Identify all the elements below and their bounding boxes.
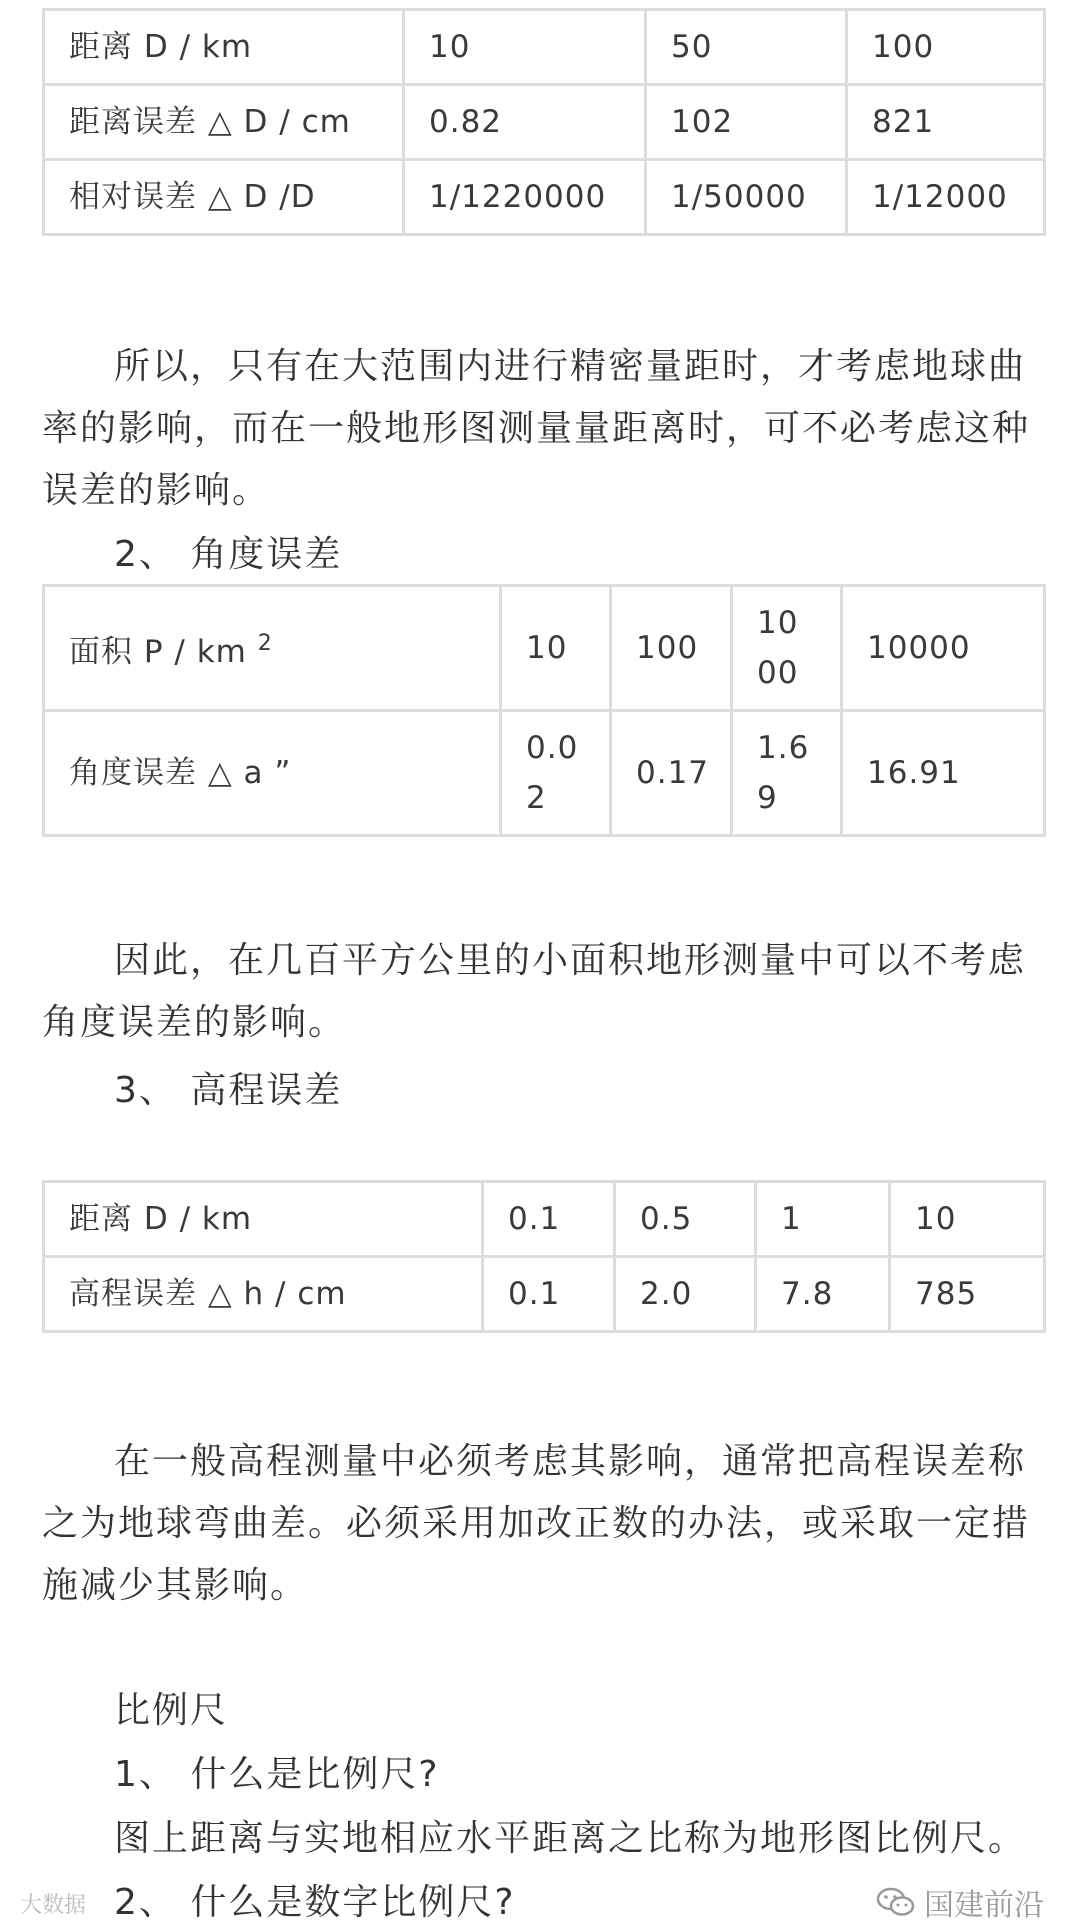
table-cell: 2.0 <box>615 1257 756 1332</box>
table-cell: 50 <box>646 10 847 85</box>
section-title-scale: 比例尺 <box>114 1690 229 1731</box>
table-cell: 10000 <box>842 586 1045 711</box>
table-cell: 1/1220000 <box>404 160 646 235</box>
paragraph-height-conclusion: 在一般高程测量中必须考虑其影响，通常把高程误差称之为地球弯曲差。必须采用加改正数的办法，或采取一定措施减少其影响。 <box>42 1441 1031 1606</box>
heading-angle-error: 2、 角度误差 <box>114 534 343 575</box>
heading-height-error: 3、 高程误差 <box>114 1070 343 1111</box>
table-cell: 0.5 <box>615 1182 756 1257</box>
table-cell: 距离 D / km <box>44 1182 483 1257</box>
table-cell: 1/12000 <box>847 160 1045 235</box>
table-row <box>44 711 1045 836</box>
table-cell: 102 <box>646 85 847 160</box>
table-cell: 16.91 <box>842 711 1045 836</box>
table-cell: 1.69 <box>732 711 842 836</box>
watermark-left <box>20 1888 86 1919</box>
table-cell: 0.1 <box>483 1257 615 1332</box>
table-cell: 0.02 <box>501 711 611 836</box>
table-cell: 1 <box>756 1182 890 1257</box>
answer-scale-definition: 图上距离与实地相应水平距离之比称为地形图比例尺。 <box>114 1818 1027 1859</box>
paragraph-curvature-distance: 所以，只有在大范围内进行精密量距时，才考虑地球曲率的影响，而在一般地形图测量量距离时，可不必考虑这种误差的影响。 <box>42 346 1031 511</box>
table-row <box>44 160 1045 235</box>
angle-error-table <box>42 584 1046 837</box>
table-cell: 1/50000 <box>646 160 847 235</box>
watermark-right-text: 国建前沿 <box>924 1888 1044 1920</box>
question-what-is-scale: 1、 什么是比例尺? <box>114 1754 440 1795</box>
table-row <box>44 10 1045 85</box>
table-cell: 0.17 <box>611 711 732 836</box>
table-cell: 100 <box>847 10 1045 85</box>
table-cell: 100 <box>611 586 732 711</box>
paragraph-angle-conclusion: 因此，在几百平方公里的小面积地形测量中可以不考虑角度误差的影响。 <box>42 940 1027 1043</box>
table-cell: 785 <box>890 1257 1045 1332</box>
table-cell: 10 <box>404 10 646 85</box>
table-cell: 角度误差 △ a ” <box>44 711 501 836</box>
table-row <box>44 85 1045 160</box>
table-cell <box>44 586 501 711</box>
table-row <box>44 1257 1045 1332</box>
table-cell: 1000 <box>732 586 842 711</box>
superscript: 2 <box>257 631 273 656</box>
table-cell: 距离 D / km <box>44 10 404 85</box>
table-cell: 821 <box>847 85 1045 160</box>
watermark-left-text: 大数据 <box>20 1893 87 1918</box>
table-cell: 0.82 <box>404 85 646 160</box>
table-cell: 高程误差 △ h / cm <box>44 1257 483 1332</box>
table-cell: 10 <box>890 1182 1045 1257</box>
table-cell: 相对误差 △ D /D <box>44 160 404 235</box>
question-what-is-numeric-scale: 2、 什么是数字比例尺? <box>114 1882 516 1920</box>
area-label: 面积 P / km <box>69 634 247 670</box>
table-cell: 10 <box>501 586 611 711</box>
table-cell: 距离误差 △ D / cm <box>44 85 404 160</box>
height-error-table <box>42 1180 1046 1333</box>
distance-error-table <box>42 8 1046 236</box>
table-cell: 0.1 <box>483 1182 615 1257</box>
table-row <box>44 1182 1045 1257</box>
table-row <box>44 586 1045 711</box>
table-cell: 7.8 <box>756 1257 890 1332</box>
wechat-icon <box>876 1886 916 1918</box>
watermark-right <box>876 1880 1044 1920</box>
